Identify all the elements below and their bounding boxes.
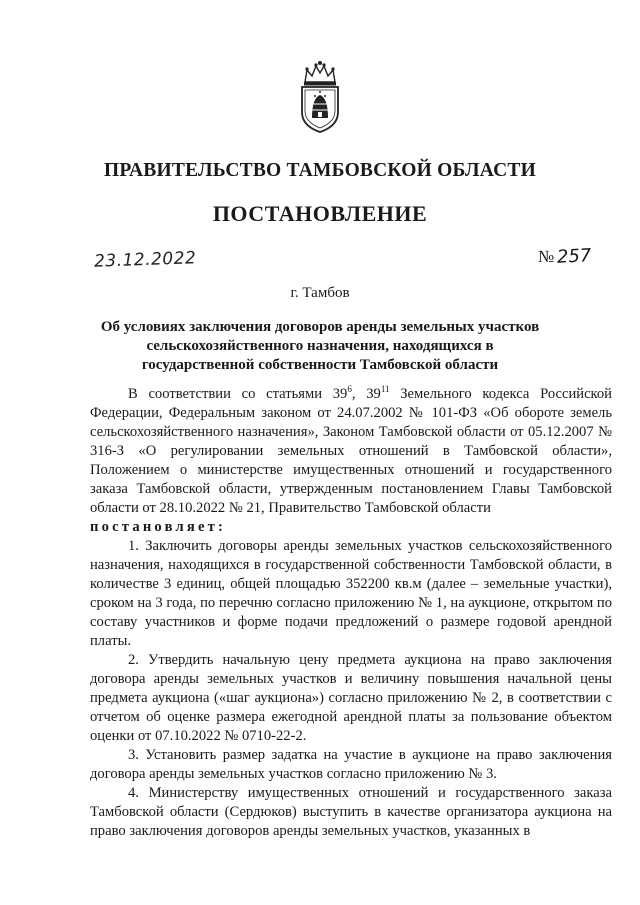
coat-of-arms-emblem bbox=[293, 60, 347, 134]
number-sign: № bbox=[538, 247, 555, 266]
resolves-word: постановляет: bbox=[90, 519, 227, 535]
list-item-4: 4. Министерству имущественных отношений и государственного заказа Тамбовской области (Сердюков) выступить в качестве организатора аукциона на право заключения договоров аренды земельных участков, указанных в bbox=[90, 785, 612, 839]
document-date-handwritten: 23.12.2022 bbox=[93, 248, 197, 272]
document-type-title: ПОСТАНОВЛЕНИЕ bbox=[212, 201, 428, 226]
document-subject: Об условиях заключения договоров аренды земельных участков сельскохозяйственного назначения, находящихся в государственной собственности Тамбовской области bbox=[100, 319, 540, 373]
document-number bbox=[538, 246, 592, 267]
preamble-text-1: В соответствии со статьями 39 bbox=[128, 386, 348, 402]
preamble-text-2: , 39 bbox=[351, 386, 381, 402]
resolves-line bbox=[90, 518, 612, 537]
article-superscript-2: 11 bbox=[380, 384, 390, 395]
list-item-3: 3. Установить размер задатка на участие в аукционе на право заключения договора аренды земельных участков согласно приложению № 3. bbox=[90, 747, 612, 782]
preamble-text-3: Земельного кодекса Российской Федерации, Федеральным законом от 24.07.2002 № 101-ФЗ «Об обороте земель сельскохозяйственного назначения», Законом Тамбовской области от 05.12.2007 № 316-З «О регулировании земельных отношений в Тамбовской области», Положением о министерстве имущественных отношений и государственного заказа Тамбовской области, утвержденным постановлением Главы Тамбовской области от 28.10.2022 № 21, Правительство Тамбовской области bbox=[90, 386, 612, 516]
document-number-handwritten: 257 bbox=[556, 245, 593, 268]
preamble-paragraph bbox=[90, 385, 612, 518]
city-line: г. Тамбов bbox=[290, 285, 350, 301]
list-item-1: 1. Заключить договоры аренды земельных участков сельскохозяйственного назначения, находящихся в государственной собственности Тамбовской области, в количестве 3 единиц, общей площадью 352200 кв.м (далее – земельные участки), сроком на 3 года, по перечню согласно приложению № 1, на аукционе, открытом по составу участников и форме подачи предложений о размере годовой арендной платы. bbox=[90, 538, 612, 649]
government-name: ПРАВИТЕЛЬСТВО ТАМБОВСКОЙ ОБЛАСТИ bbox=[104, 160, 536, 181]
document-body bbox=[90, 385, 612, 841]
list-item-2: 2. Утвердить начальную цену предмета аукциона на право заключения договора аренды земельных участков и величину повышения начальной цены предмета аукциона («шаг аукциона») согласно приложению № 2, в соответствии с отчетом об оценке размера ежегодной арендной платы за пользование объектом оценки от 07.10.2022 № 0710-22-2. bbox=[90, 652, 612, 744]
article-superscript-1: 6 bbox=[347, 384, 352, 395]
